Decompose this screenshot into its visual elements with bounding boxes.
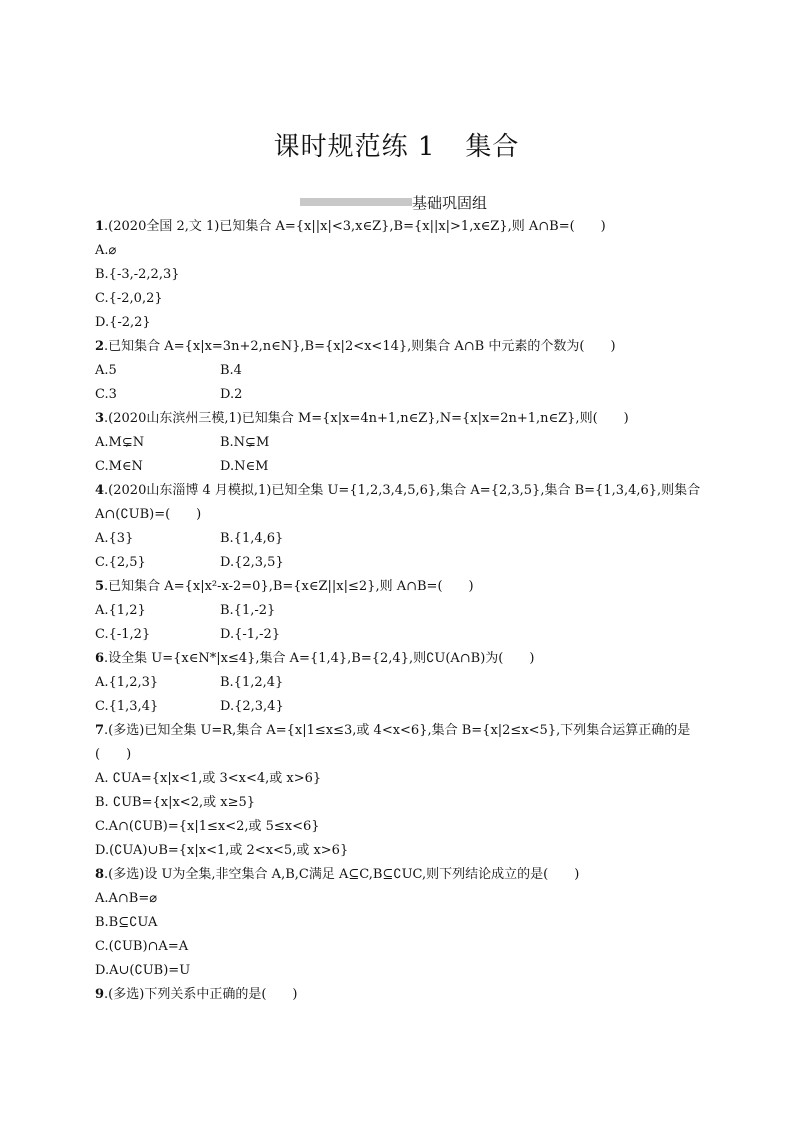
question-3: 3.(2020山东滨州三模,1)已知集合 M={x|x=4n+1,n∈Z},N={x|x=2n+1,n∈Z},则( ) bbox=[95, 411, 629, 426]
q3-option-a: A.M⊊N bbox=[95, 435, 145, 450]
title-main: 课时规范练 1 bbox=[273, 132, 436, 162]
title-topic: 集合 bbox=[465, 132, 520, 162]
q5-option-b: B.{1,-2} bbox=[220, 603, 276, 618]
q6-option-d: D.{2,3,4} bbox=[220, 699, 284, 714]
q7-option-c: C.A∩(∁UB)={x|1≤x<2,或 5≤x<6} bbox=[95, 819, 320, 834]
q4-option-d: D.{2,3,5} bbox=[220, 555, 284, 570]
question-4-cont: A∩(∁UB)=( ) bbox=[95, 507, 202, 522]
q3-option-b: B.N⊊M bbox=[220, 435, 270, 450]
q7-option-d: D.(∁UA)∪B={x|x<1,或 2<x<5,或 x>6} bbox=[95, 843, 349, 858]
q3-option-c: C.M∈N bbox=[95, 459, 143, 474]
q8-option-c: C.(∁UB)∩A=A bbox=[95, 939, 189, 954]
q1-option-b: B.{-3,-2,2,3} bbox=[95, 267, 180, 282]
q7-option-a: A. ∁UA={x|x<1,或 3<x<4,或 x>6} bbox=[95, 771, 322, 786]
section-label: 基础巩固组 bbox=[412, 194, 488, 212]
question-7: 7.(多选)已知全集 U=R,集合 A={x|1≤x≤3,或 4<x<6},集合 B={x|2≤x<5},下列集合运算正确的是 bbox=[95, 723, 691, 738]
question-7-cont: ( ) bbox=[95, 747, 132, 762]
question-4: 4.(2020山东淄博 4 月模拟,1)已知全集 U={1,2,3,4,5,6},集合 A={2,3,5},集合 B={1,3,4,6},则集合 bbox=[95, 483, 701, 498]
q7-option-b: B. ∁UB={x|x<2,或 x≥5} bbox=[95, 795, 255, 810]
q8-option-b: B.B⊆∁UA bbox=[95, 915, 158, 930]
question-9: 9.(多选)下列关系中正确的是( ) bbox=[95, 987, 298, 1002]
q3-option-d: D.N∈M bbox=[220, 459, 269, 474]
page-title bbox=[0, 126, 793, 163]
question-5: 5.已知集合 A={x|x²-x-2=0},B={x∈Z||x|≤2},则 A∩B=( ) bbox=[95, 579, 474, 594]
question-8: 8.(多选)设 U为全集,非空集合 A,B,C满足 A⊆C,B⊆∁UC,则下列结论成立的是( ) bbox=[95, 867, 580, 882]
section-bar bbox=[300, 198, 412, 206]
q5-option-c: C.{-1,2} bbox=[95, 627, 151, 642]
q2-option-a: A.5 bbox=[95, 363, 117, 378]
q1-option-d: D.{-2,2} bbox=[95, 315, 151, 330]
q5-option-a: A.{1,2} bbox=[95, 603, 146, 618]
q2-option-c: C.3 bbox=[95, 387, 117, 402]
q6-option-a: A.{1,2,3} bbox=[95, 675, 159, 690]
question-1: 1.(2020全国 2,文 1)已知集合 A={x||x|<3,x∈Z},B={x||x|>1,x∈Z},则 A∩B=( ) bbox=[95, 219, 606, 234]
q5-option-d: D.{-1,-2} bbox=[220, 627, 281, 642]
q6-option-b: B.{1,2,4} bbox=[220, 675, 284, 690]
q1-option-c: C.{-2,0,2} bbox=[95, 291, 163, 306]
q2-option-d: D.2 bbox=[220, 387, 243, 402]
question-2: 2.已知集合 A={x|x=3n+2,n∈N},B={x|2<x<14},则集合 A∩B 中元素的个数为( ) bbox=[95, 339, 616, 354]
q8-option-a: A.A∩B=⌀ bbox=[95, 891, 158, 906]
q8-option-d: D.A∪(∁UB)=U bbox=[95, 963, 191, 978]
q4-option-c: C.{2,5} bbox=[95, 555, 146, 570]
q6-option-c: C.{1,3,4} bbox=[95, 699, 159, 714]
q2-option-b: B.4 bbox=[220, 363, 242, 378]
q1-option-a: A.⌀ bbox=[95, 243, 117, 258]
q4-option-a: A.{3} bbox=[95, 531, 134, 546]
q4-option-b: B.{1,4,6} bbox=[220, 531, 284, 546]
question-6: 6.设全集 U={x∈N*|x≤4},集合 A={1,4},B={2,4},则∁U(A∩B)为( ) bbox=[95, 651, 535, 666]
